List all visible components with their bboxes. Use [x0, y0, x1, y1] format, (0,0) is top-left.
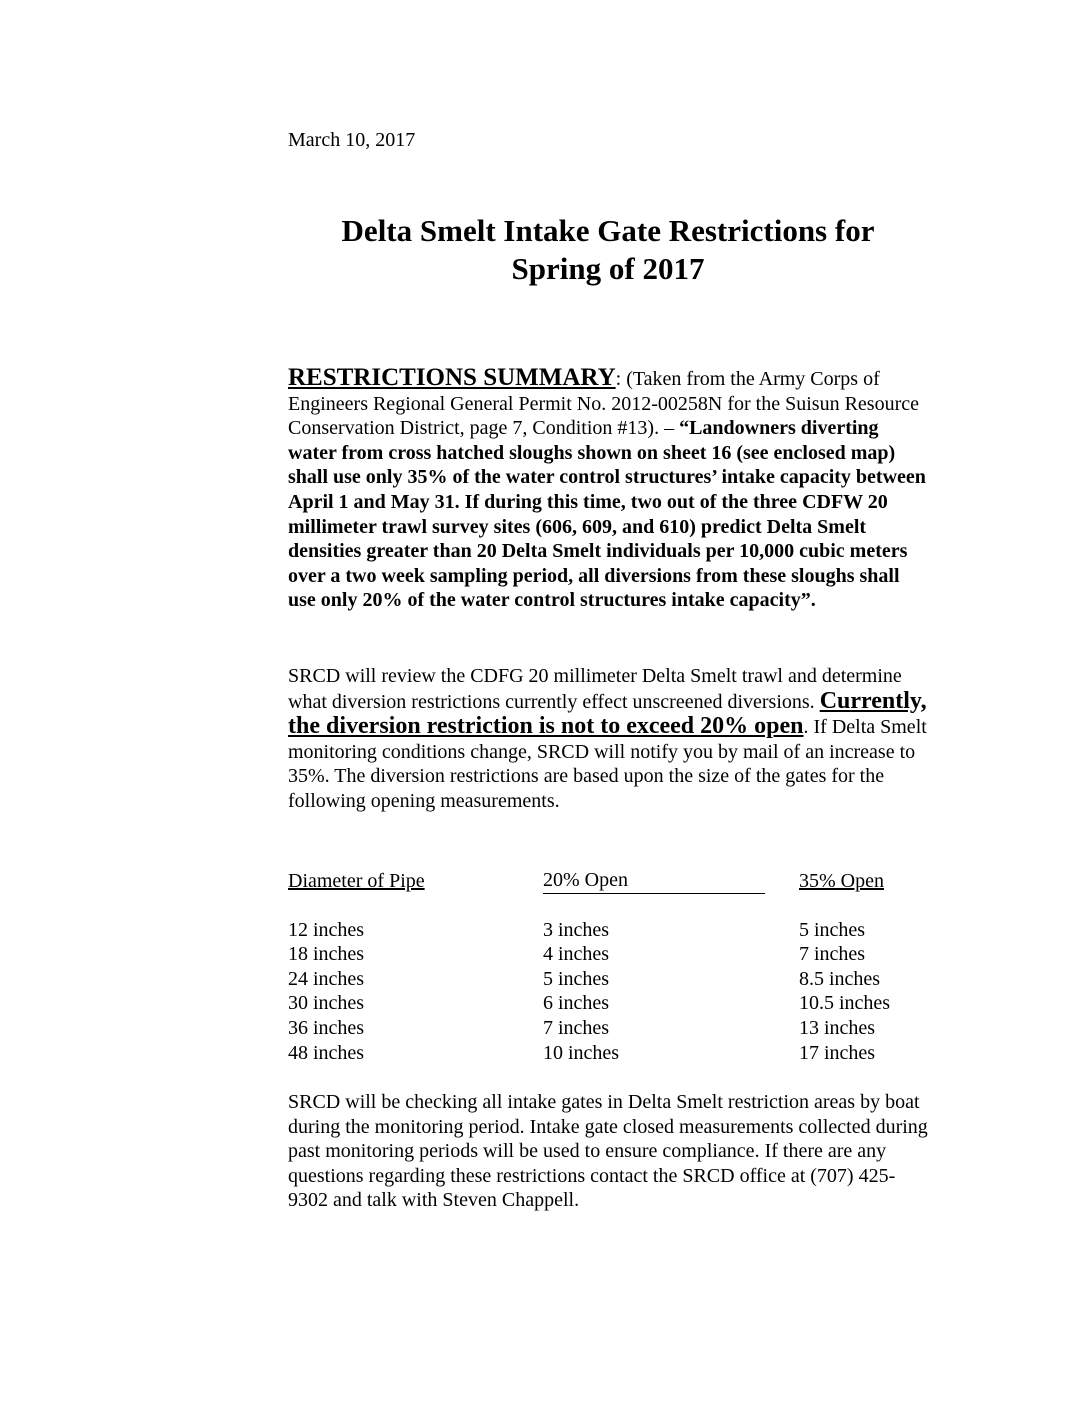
document-title: [288, 212, 928, 288]
table-cell-20-percent: 10 inches: [543, 1041, 620, 1064]
document-date: March 10, 2017: [288, 129, 416, 151]
closing-paragraph: SRCD will be checking all intake gates in Delta Smelt restriction areas by boat during the monitoring period. Intake gate closed measurements collected during past monitoring periods will be used to ensure compliance. If there are any questions regarding these restrictions contact the SRCD office at (707) 425-9302 and talk with Steven Chappell.: [288, 1091, 928, 1212]
table-cell-20-percent: 4 inches: [543, 943, 610, 966]
table-cell-diameter: 18 inches: [288, 943, 365, 966]
table-row: [288, 991, 908, 1016]
restrictions-summary-heading: RESTRICTIONS SUMMARY: [288, 364, 616, 391]
table-cell-diameter: 24 inches: [288, 967, 365, 990]
table-cell-diameter: 30 inches: [288, 992, 365, 1015]
table-row: [288, 918, 908, 943]
table-cell-35-percent: 5 inches: [799, 918, 866, 941]
table-cell-35-percent: 8.5 inches: [799, 967, 881, 990]
table-cell-diameter: 12 inches: [288, 918, 365, 941]
header-20-percent-label: 20% Open: [543, 869, 628, 891]
review-text-after: . If Delta Smelt monitoring conditions change, SRCD will notify you by mail of an increase to 35%. The diversion restrictions are based upon the size of the gates for the following opening measurements.: [288, 716, 927, 812]
permit-condition-quote: “Landowners diverting water from cross hatched sloughs shown on sheet 16 (see enclosed map) shall use only 35% of the water control structures’ intake capacity between April 1 and May 31. If during this time, two out of the three CDFW 20 millimeter trawl survey sites (606, 609, and 610) predict Delta Smelt densities greater than 20 Delta Smelt individuals per 10,000 cubic meters over a two week sampling period, all diversions from these sloughs shall use only 20% of the water control structures intake capacity”.: [288, 417, 926, 612]
table-cell-35-percent: 13 inches: [799, 1016, 876, 1039]
summary-intro: : (Taken from the Army Corps of Engineers Regional General Permit No. 2012-00258N for the Suisun Resource Conservation District, page 7, Condition #13). –: [288, 368, 919, 440]
table-cell-20-percent: 3 inches: [543, 918, 610, 941]
table-row: [288, 1016, 908, 1041]
current-restriction-emphasis: Currently, the diversion restriction is not to exceed 20% open: [288, 687, 927, 740]
review-text-before: SRCD will review the CDFG 20 millimeter Delta Smelt trawl and determine what diversion restrictions currently effect unscreened diversions.: [288, 665, 902, 713]
table-cell-35-percent: 10.5 inches: [799, 992, 891, 1015]
table-row: [288, 942, 908, 967]
table-row: [288, 1041, 908, 1066]
table-cell-20-percent: 7 inches: [543, 1016, 610, 1039]
title-line-1: Delta Smelt Intake Gate Restrictions for: [341, 213, 875, 248]
table-cell-35-percent: 7 inches: [799, 943, 866, 966]
header-diameter: Diameter of Pipe: [288, 870, 425, 892]
table-header-row: [288, 869, 908, 894]
table-cell-20-percent: 6 inches: [543, 992, 610, 1015]
table-cell-diameter: 48 inches: [288, 1041, 365, 1064]
header-35-percent: 35% Open: [799, 870, 884, 892]
title-line-2: Spring of 2017: [511, 251, 705, 286]
gate-opening-table: [288, 869, 908, 1065]
table-cell-diameter: 36 inches: [288, 1016, 365, 1039]
review-paragraph: [288, 664, 928, 814]
header-20-percent: [543, 869, 765, 894]
table-row: [288, 967, 908, 992]
table-cell-20-percent: 5 inches: [543, 967, 610, 990]
restrictions-summary-paragraph: [288, 366, 928, 613]
table-cell-35-percent: 17 inches: [799, 1041, 876, 1064]
